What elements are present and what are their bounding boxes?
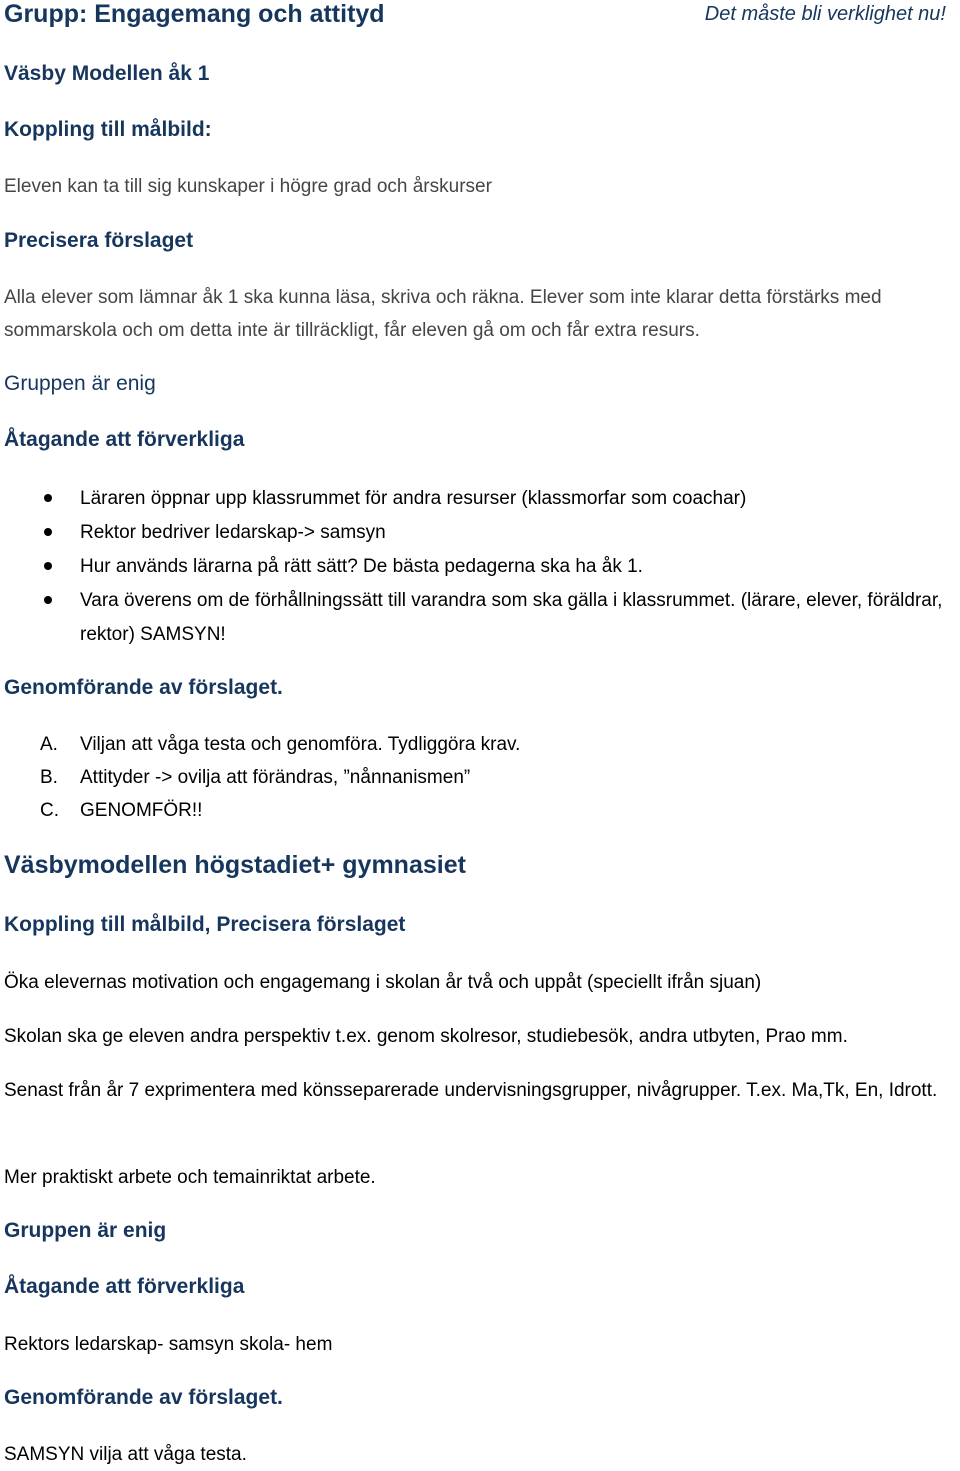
list-item [0, 794, 520, 827]
list-item-text: Attityder -> ovilja att förändras, ”nånnanismen” [80, 767, 471, 788]
list-item [0, 761, 520, 794]
bullet-icon [44, 596, 52, 604]
list-item-text: Hur används lärarna på rätt sätt? De bästa pedagerna ska ha åk 1. [80, 556, 643, 577]
section1-atagande-list [0, 482, 960, 652]
list-item [0, 728, 520, 761]
section2-atagande-heading: Åtagande att förverkliga [4, 1275, 245, 1298]
document-tagline: Det måste bli verklighet nu! [704, 3, 946, 25]
section2-enig: Gruppen är enig [4, 1219, 167, 1242]
document-title: Grupp: Engagemang och attityd [4, 0, 385, 28]
list-marker: A. [40, 734, 58, 755]
section2-genomforande-heading: Genomförande av förslaget. [4, 1386, 283, 1409]
list-item [0, 550, 960, 584]
bullet-icon [44, 562, 52, 570]
section1-enig: Gruppen är enig [4, 372, 156, 395]
section2-koppling-heading: Koppling till målbild, Precisera förslaget [4, 913, 406, 936]
bullet-icon [44, 494, 52, 502]
section2-paragraph: Öka elevernas motivation och engagemang i skolan år två och uppåt (speciellt ifrån sjuan) [4, 972, 762, 993]
list-item-text: Viljan att våga testa och genomföra. Tydliggöra krav. [80, 734, 521, 755]
list-item-text: Rektor bedriver ledarskap-> samsyn [80, 522, 386, 543]
list-item [0, 482, 960, 516]
section1-koppling-text: Eleven kan ta till sig kunskaper i högre grad och årskurser [4, 176, 492, 197]
section1-genomforande-heading: Genomförande av förslaget. [4, 676, 283, 699]
section2-paragraph: Senast från år 7 exprimentera med könsseparerade undervisningsgrupper, nivågrupper. T.ex. Ma,Tk, En, Idrott. [4, 1080, 938, 1101]
section1-genomforande-list [0, 728, 520, 827]
section1-atagande-heading: Åtagande att förverkliga [4, 428, 245, 451]
section2-paragraph: Mer praktiskt arbete och temainriktat arbete. [4, 1167, 376, 1188]
section1-heading: Väsby Modellen åk 1 [4, 62, 210, 85]
section2-heading: Väsbymodellen högstadiet+ gymnasiet [4, 851, 466, 879]
list-item-text: Läraren öppnar upp klassrummet för andra resurser (klassmorfar som coachar) [80, 488, 747, 509]
section1-precisera-text: Alla elever som lämnar åk 1 ska kunna läsa, skriva och räkna. Elever som inte klarar detta förstärks med sommarskola och om detta inte är tillräckligt, får eleven gå om och får extra resurs. [4, 287, 882, 341]
list-item [0, 584, 960, 652]
section2-atagande-text: Rektors ledarskap- samsyn skola- hem [4, 1334, 333, 1355]
bullet-icon [44, 528, 52, 536]
section1-koppling-heading: Koppling till målbild: [4, 118, 212, 141]
section2-genomforande-text: SAMSYN vilja att våga testa. [4, 1444, 247, 1465]
section1-precisera-heading: Precisera förslaget [4, 229, 194, 252]
section2-paragraph: Skolan ska ge eleven andra perspektiv t.ex. genom skolresor, studiebesök, andra utbyten, Prao mm. [4, 1026, 848, 1047]
list-item-text: GENOMFÖR!! [80, 800, 203, 821]
list-item-text: Vara överens om de förhållningssätt till varandra som ska gälla i klassrummet. (lärare, elever, föräldrar, rektor) SAMSYN! [80, 590, 943, 645]
list-marker: B. [40, 767, 58, 788]
list-item [0, 516, 960, 550]
list-marker: C. [40, 800, 59, 821]
